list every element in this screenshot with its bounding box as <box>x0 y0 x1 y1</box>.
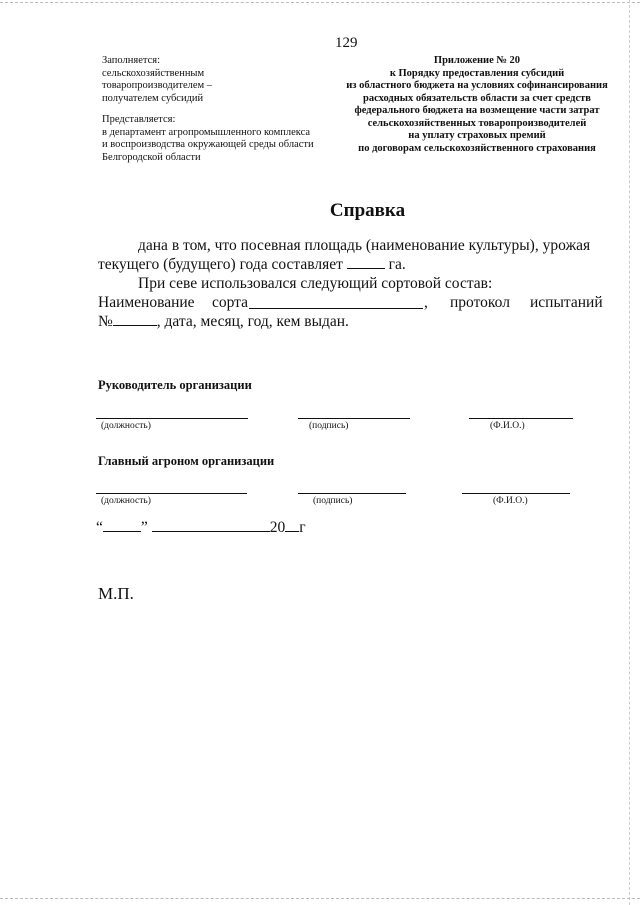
area-blank[interactable] <box>347 268 385 269</box>
agronomist-position-caption: (должность) <box>101 496 151 506</box>
scan-edge-right <box>629 0 630 905</box>
document-title: Справка <box>329 200 406 221</box>
agronomist-signature-caption: (подпись) <box>313 496 353 506</box>
appendix-line-5: федерального бюджета на возмещение части затрат <box>354 105 600 116</box>
year-prefix: 20 <box>269 519 286 536</box>
trials-word: испытаний <box>530 294 603 311</box>
protocol-word: протокол <box>450 294 510 311</box>
head-of-organization-title: Руководитель организации <box>98 378 252 392</box>
appendix-line-1: Приложение № 20 <box>433 55 521 66</box>
submitted-to-line-3: и воспроизводства окружающей среды области <box>102 139 314 150</box>
stamp-place: М.П. <box>98 584 134 603</box>
head-signature-line[interactable] <box>298 418 410 419</box>
variety-word: сорта <box>212 294 249 311</box>
filled-by-line-3: товаропроизводителем – <box>102 80 213 91</box>
filled-by-line-2: сельскохозяйственным <box>102 67 205 79</box>
body-line-2-text: текущего (будущего) года составляет <box>98 256 343 273</box>
head-name-line[interactable] <box>469 418 573 419</box>
head-position-caption: (должность) <box>101 421 151 431</box>
year-suffix: г <box>299 519 306 536</box>
date-open-quote: “ <box>96 519 103 536</box>
appendix-line-4: расходных обязательств области за счет средств <box>363 92 591 104</box>
appendix-line-7: на уплату страховых премий <box>408 130 546 141</box>
appendix-line-3: из областного бюджета на условиях софинансирования <box>346 80 608 91</box>
appendix-line-6: сельскохозяйственных товаропроизводителей <box>367 117 587 129</box>
agronomist-name-line[interactable] <box>462 493 570 494</box>
submitted-to-line-1: Представляется: <box>102 114 176 125</box>
appendix-line-8: по договорам сельскохозяйственного страхования <box>358 142 596 154</box>
agronomist-name-caption: (Ф.И.О.) <box>493 496 528 506</box>
body-line-1: дана в том, что посевная площадь (наименование культуры), урожая <box>138 237 591 254</box>
day-blank[interactable] <box>103 531 141 532</box>
date-close-quote: ” <box>140 519 148 536</box>
head-signature-caption: (подпись) <box>309 421 349 431</box>
variety-name-blank[interactable] <box>249 293 423 309</box>
comma: , <box>424 294 428 311</box>
variety-name-label: Наименование <box>98 294 195 311</box>
agronomist-signature-line[interactable] <box>298 493 406 494</box>
page-number: 129 <box>335 35 358 51</box>
body-line-3: При севе использовался следующий сортовой состав: <box>138 275 493 292</box>
scan-edge-top <box>0 2 640 3</box>
submitted-to-line-2: в департамент агропромышленного комплекса <box>102 126 311 138</box>
year-blank[interactable] <box>285 531 299 532</box>
month-blank[interactable] <box>152 531 270 532</box>
protocol-number-blank[interactable] <box>113 325 157 326</box>
agronomist-position-line[interactable] <box>96 493 247 494</box>
chief-agronomist-title: Главный агроном организации <box>98 454 275 468</box>
submitted-to-line-4: Белгородской области <box>102 151 201 163</box>
body-line-5-text: , дата, месяц, год, кем выдан. <box>156 313 349 330</box>
head-position-line[interactable] <box>96 418 248 419</box>
filled-by-line-4: получателем субсидий <box>102 92 204 104</box>
appendix-line-2: к Порядку предоставления субсидий <box>389 67 565 79</box>
date-line <box>96 518 306 537</box>
body-line-2 <box>98 255 406 274</box>
scan-edge-bottom <box>0 898 640 899</box>
body-line-5 <box>98 312 349 331</box>
head-name-caption: (Ф.И.О.) <box>490 421 525 431</box>
hectares-unit: га. <box>388 256 406 273</box>
number-sign: № <box>98 313 113 330</box>
filled-by-line-1: Заполняется: <box>102 55 160 66</box>
